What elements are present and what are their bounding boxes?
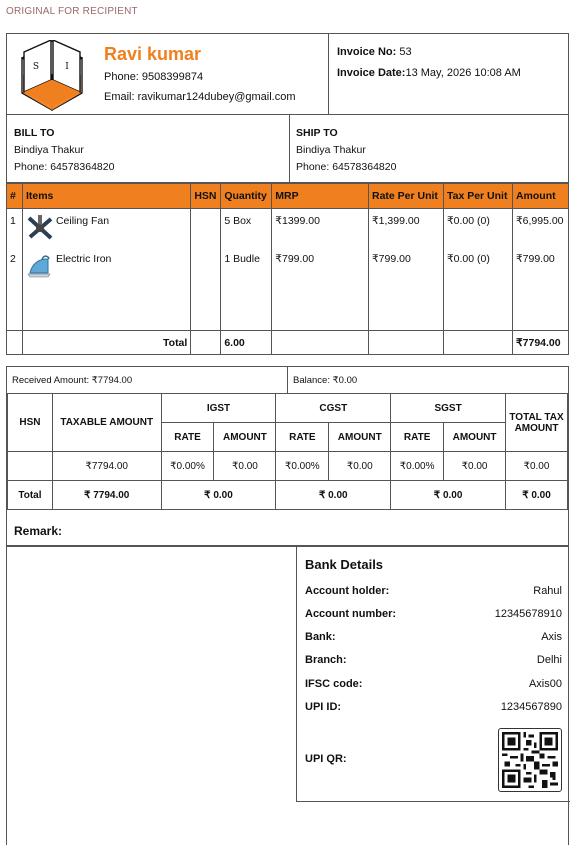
table-row: 1 Ceiling Fan 5 Box ₹1399.00 ₹1,399.00 ₹0.00 (0) ₹6,995.00 [7,209,569,247]
tax-table: HSN TAXABLE AMOUNT IGST CGST SGST TOTAL TAX AMOUNT RATE AMOUNT RATE AMOUNT RATE AMOUNT ₹7794.00 ₹0.00% ₹0.00 ₹0.00% ₹0.00 ₹0.00% ₹0.00 ₹0.00 Total ₹ 7794.00 ₹ 0.00 ₹ 0.00 ₹ 0.00 ₹ 0.00 [7,393,568,510]
tax-total-row: Total ₹ 7794.00 ₹ 0.00 ₹ 0.00 ₹ 0.00 ₹ 0.00 [8,481,568,510]
upi-qr-label: UPI QR: [305,753,347,765]
bill-to-phone: Phone: 64578364820 [14,161,115,173]
company-name: Ravi kumar [104,44,202,64]
ship-to-phone: Phone: 64578364820 [296,161,397,173]
bank-details [296,547,570,802]
items-total-row: Total 6.00 ₹7794.00 [7,331,569,355]
invoice-date: Invoice Date:13 May, 2026 10:08 AM [337,67,521,79]
upi-qr-code [498,728,562,792]
table-row: 2 Electric Iron 1 Budle ₹799.00 ₹799.00 ₹0.00 (0) ₹799.00 [7,247,569,331]
document-copy-label: ORIGINAL FOR RECIPIENT [6,6,138,17]
remark-label: Remark: [14,524,63,538]
ship-to-name: Bindiya Thakur [296,144,366,156]
bank-row: Branch: Delhi [305,654,562,666]
bank-row: UPI ID: 1234567890 [305,701,562,713]
tax-summary-section [6,366,569,546]
footer-section [6,546,569,845]
address-section [6,114,569,183]
balance-amount: Balance: ₹0.00 [293,375,358,386]
items-header-row: # Items HSN Quantity MRP Rate Per Unit Tax Per Unit Amount [7,184,569,209]
items-table [6,183,569,355]
bank-row: IFSC code: Axis00 [305,678,562,690]
bill-to: BILL TO Bindiya Thakur Phone: 64578364820 [14,125,114,176]
bank-row: Bank: Axis [305,631,562,643]
logo-letter-s: S [32,62,40,72]
company-logo [21,40,83,111]
table-row: ₹7794.00 ₹0.00% ₹0.00 ₹0.00% ₹0.00 ₹0.00% ₹0.00 ₹0.00 [8,452,568,481]
invoice-number: Invoice No: 53 [337,46,412,58]
ship-to: SHIP TO Bindiya Thakur Phone: 64578364820 [296,125,396,176]
bank-row: Account number: 12345678910 [305,608,562,620]
logo-letter-i: I [65,62,69,72]
company-phone: Phone: 9508399874 [104,71,204,83]
bank-details-title: Bank Details [305,557,384,572]
received-amount: Received Amount: ₹7794.00 [12,375,133,386]
invoice-header [6,33,569,115]
company-email: Email: ravikumar124dubey@gmail.com [104,91,296,103]
ceiling-fan-icon [26,215,54,241]
electric-iron-icon [26,253,54,279]
bank-row: Account holder: Rahul [305,585,562,597]
bill-to-name: Bindiya Thakur [14,144,84,156]
